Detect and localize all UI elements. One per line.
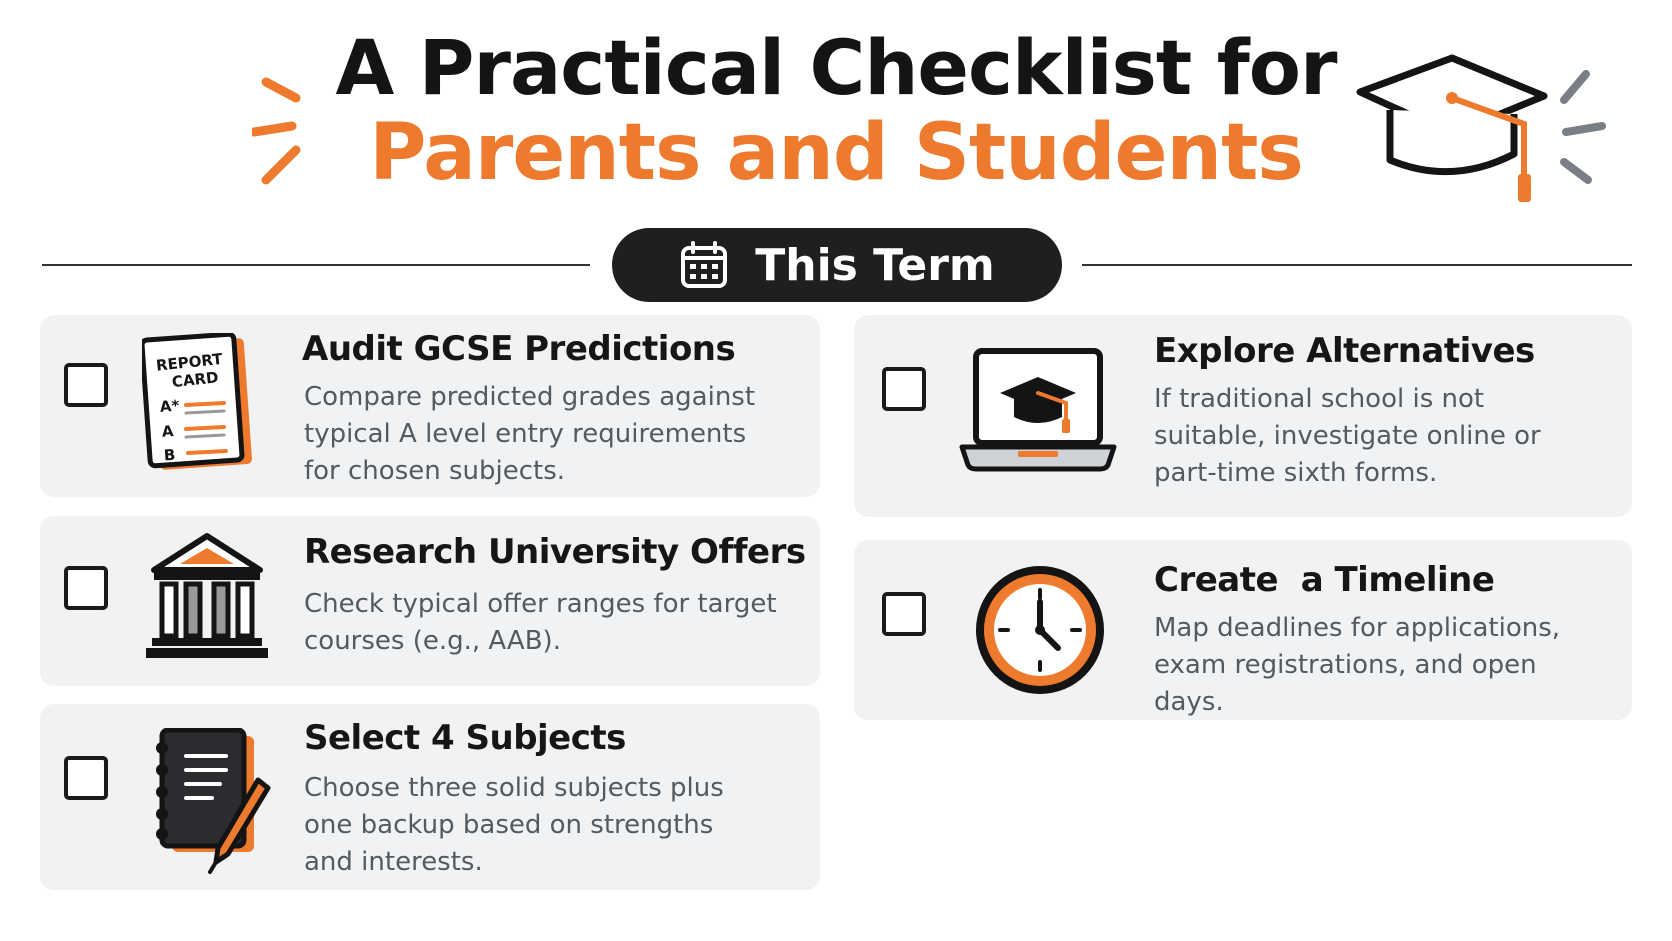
title-line-1: A Practical Checklist for [335, 23, 1337, 112]
graduation-cap-icon [1352, 50, 1632, 210]
section-label: This Term [755, 239, 995, 291]
report-card-icon [142, 333, 260, 475]
laptop-graduation-icon [958, 347, 1118, 477]
sparkle-lines-icon [252, 68, 332, 198]
grade-a-star: A* [159, 396, 180, 416]
checklist-item-explore-alternatives [854, 315, 1632, 517]
checkbox-research-university[interactable] [64, 566, 108, 610]
university-building-icon [144, 530, 270, 660]
card-description: Compare predicted grades against typical A level entry requirements for chosen subjects. [304, 382, 756, 486]
checklist-item-create-timeline [854, 540, 1632, 720]
card-title: Select 4 Subjects [304, 718, 626, 758]
divider-left [42, 264, 590, 266]
clock-icon [970, 556, 1110, 704]
card-description: Choose three solid subjects plus one backup based on strengths and interests. [304, 773, 724, 877]
card-title: Create a Timeline [1154, 560, 1495, 600]
checklist-item-research-university [40, 516, 820, 686]
report-card-text-1: REPORT [155, 349, 224, 375]
card-description: If traditional school is not suitable, investigate online or part-time sixth forms. [1154, 384, 1541, 488]
checkbox-explore-alternatives[interactable] [882, 367, 926, 411]
card-description: Check typical offer ranges for target courses (e.g., AAB). [304, 589, 777, 656]
card-title: Audit GCSE Predictions [302, 329, 736, 369]
checklist-item-audit-gcse [40, 315, 820, 497]
notebook-pencil-icon [150, 728, 280, 876]
divider-right [1082, 264, 1632, 266]
grade-b: B [163, 445, 176, 465]
checklist-item-select-subjects [40, 704, 820, 890]
grade-a: A [161, 421, 175, 441]
checkbox-audit-gcse[interactable] [64, 363, 108, 407]
calendar-icon [679, 240, 729, 290]
title-line-2: Parents and Students [369, 108, 1303, 198]
card-title: Explore Alternatives [1154, 331, 1535, 371]
report-card-text-2: CARD [171, 368, 220, 392]
section-header-pill [612, 228, 1062, 302]
card-description: Map deadlines for applications, exam registrations, and open days. [1154, 613, 1561, 717]
checkbox-select-subjects[interactable] [64, 756, 108, 800]
checkbox-create-timeline[interactable] [882, 592, 926, 636]
card-title: Research University Offers [304, 532, 806, 572]
